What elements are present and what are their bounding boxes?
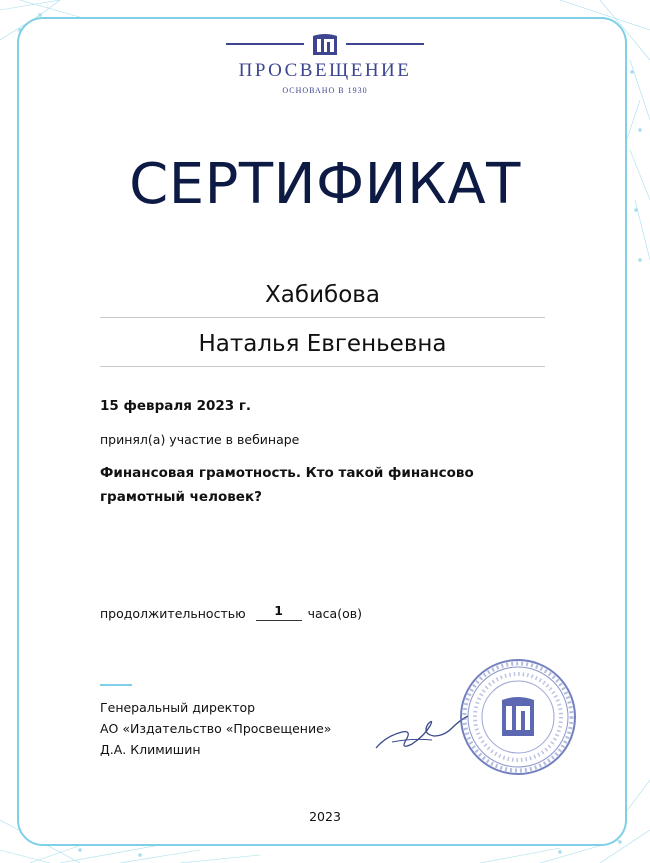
signatory-name: Д.А. Климишин [100, 742, 201, 757]
duration-suffix: часа(ов) [307, 606, 362, 621]
publisher-name: ПРОСВЕЩЕНИЕ [238, 60, 412, 81]
webinar-title: Финансовая грамотность. Кто такой финансово грамотный человек? [100, 465, 474, 505]
duration-prefix: продолжительностью [100, 606, 246, 621]
certificate-year: 2023 [309, 809, 341, 824]
recipient-given-names: Наталья Евгеньевна [100, 331, 545, 367]
signatory-position: Генеральный директор [100, 700, 256, 715]
logo-line-right [346, 43, 424, 45]
signatory-company: АО «Издательство «Просвещение» [100, 721, 332, 736]
publisher-logo [0, 32, 650, 95]
company-seal [459, 658, 577, 776]
certificate-title: СЕРТИФИКАТ [129, 152, 521, 217]
handwritten-signature [372, 706, 472, 756]
participation-text: принял(а) участие в вебинаре [100, 432, 300, 447]
duration-row [100, 603, 362, 621]
signatory-block [100, 697, 331, 760]
recipient-surname: Хабибова [100, 282, 545, 318]
webinar-date: 15 февраля 2023 г. [100, 398, 252, 414]
accent-divider [100, 684, 132, 686]
logo-line-left [226, 43, 304, 45]
publisher-founded: ОСНОВАНО В 1930 [282, 86, 368, 95]
publisher-emblem-icon [312, 32, 338, 56]
duration-hours: 1 [256, 603, 302, 621]
